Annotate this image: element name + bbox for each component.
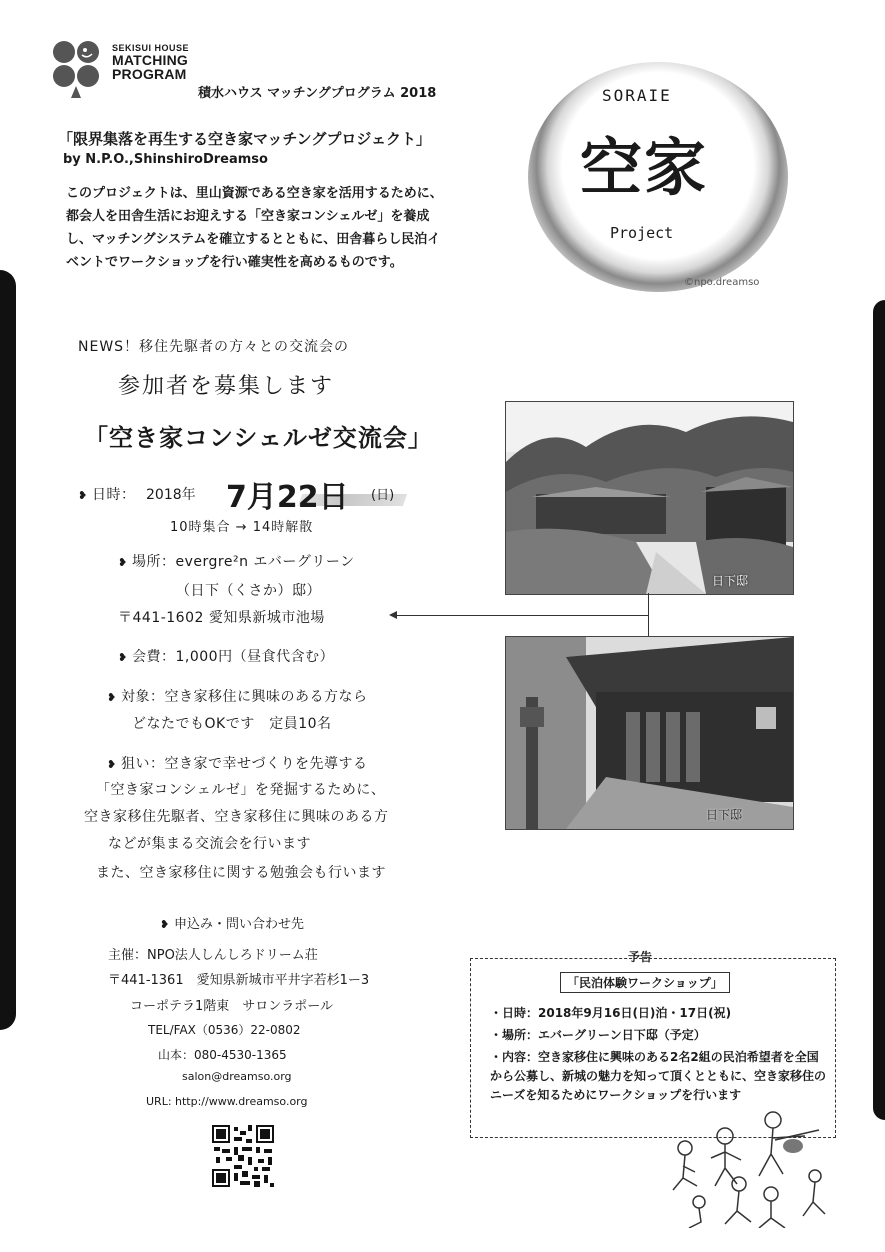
soraie-project: Project	[610, 224, 674, 242]
bullet-icon: ❥	[118, 556, 128, 569]
place-line-2: （日下（くさか）邸）	[176, 583, 321, 599]
sekisui-logo-text	[112, 44, 189, 81]
target-line-1: ❥ 対象：空き家移住に興味のある方なら	[107, 689, 368, 705]
contact-building: コーポテラ1階東 サロンラポール	[130, 999, 334, 1014]
program-title: 積水ハウス マッチングプログラム 2018	[198, 86, 437, 101]
arrow-left-icon	[389, 611, 397, 619]
project-by: by N.P.O.,ShinshiroDreamso	[63, 152, 268, 167]
logo-line-1: SEKISUI HOUSE	[112, 43, 190, 53]
aim-line-4: などが集まる交流会を行います	[108, 836, 311, 852]
project-intro: このプロジェクトは、里山資源である空き家を活用するために、都会人を田舎生活にお迎えする「空き家コンシェルゼ」を養成し、マッチングシステムを確立するとともに、田舎暮らし民泊イベントでワークショップを行い確実性を高めるものです。	[66, 186, 443, 270]
qr-code-icon[interactable]	[210, 1123, 276, 1189]
project-title: 「限界集落を再生する空き家マッチングプロジェクト」	[58, 130, 432, 148]
event-name: 「空き家コンシェルゼ交流会」	[84, 424, 433, 452]
notice-subtitle: 「民泊体験ワークショップ」	[560, 972, 730, 993]
bullet-icon: ❥	[78, 489, 88, 502]
bullet-icon: ❥	[107, 691, 117, 704]
contact-tel: TEL/FAX（0536）22-0802	[148, 1023, 301, 1037]
left-edge-shadow	[0, 270, 16, 1030]
arrow-line	[393, 615, 649, 616]
aim-line-1: ❥ 狙い：空き家で幸せづくりを先導する	[107, 756, 368, 772]
contact-mobile: 山本：080-4530-1365	[158, 1048, 287, 1062]
target-line-2: どなたでもOKです 定員10名	[132, 716, 332, 732]
logo-line-2: MATCHING	[112, 52, 188, 68]
copyright: ©npo.dreamso	[684, 277, 760, 288]
contact-heading: ❥ 申込み・問い合わせ先	[160, 917, 305, 932]
aim-line-2: 「空き家コンシェルゼ」を発掘するために、	[96, 782, 386, 798]
house-photo-2	[505, 636, 794, 830]
date-label: ❥ 日時：	[78, 487, 136, 503]
photo-caption-1: 日下邸	[712, 574, 749, 588]
bullet-icon: ❥	[107, 758, 117, 771]
aim-line-3: 空き家移住先駆者、空き家移住に興味のある方	[84, 809, 389, 825]
notice-date: ・日時：2018年9月16日(日)泊・17日(祝)	[490, 1006, 732, 1020]
bullet-icon: ❥	[160, 918, 170, 931]
clover-logo-icon	[52, 40, 100, 102]
people-illustration-icon	[655, 1106, 835, 1228]
notice-title: 予告	[628, 950, 653, 964]
contact-organizer: 主催：NPO法人しんしろドリーム荘	[108, 948, 318, 963]
soraie-kanji: 空家	[580, 131, 709, 204]
notice-content: ・内容：空き家移住に興味のある2名2組の民泊希望者を全国から公募し、新城の魅力を知って頂くとともに、空き家移住のニーズを知るためにワークショップを行います	[490, 1050, 827, 1102]
news-line: NEWS！移住先駆者の方々との交流会の	[78, 339, 350, 355]
contact-address: 〒441-1361 愛知県新城市平井字若杉1ー3	[108, 973, 370, 988]
fee: ❥ 会費：1,000円（昼食代含む）	[118, 649, 335, 665]
recruit-heading: 参加者を募集します	[118, 374, 335, 399]
place-address: 〒441-1602 愛知県新城市池場	[118, 610, 325, 626]
contact-url[interactable]: URL: http://www.dreamso.org	[146, 1095, 308, 1108]
bullet-icon: ❥	[118, 651, 128, 664]
date-year: 2018年	[146, 487, 196, 503]
place-line-1: ❥ 場所：evergre²n エバーグリーン	[118, 554, 355, 570]
notice-place: ・場所：エバーグリーン日下邸（予定）	[490, 1028, 706, 1042]
contact-email[interactable]: salon@dreamso.org	[182, 1070, 292, 1083]
photo-caption-2: 日下邸	[706, 808, 743, 822]
date-main: 7月22日	[226, 480, 349, 515]
logo-line-3: PROGRAM	[112, 66, 187, 82]
event-time: 10時集合 → 14時解散	[170, 520, 314, 535]
soraie-en: SORAIE	[602, 86, 672, 105]
house-photo-1	[505, 401, 794, 595]
aim-line-5: また、空き家移住に関する勉強会も行います	[96, 865, 386, 881]
date-weekday: (日)	[371, 488, 395, 503]
right-edge-shadow	[873, 300, 885, 1120]
